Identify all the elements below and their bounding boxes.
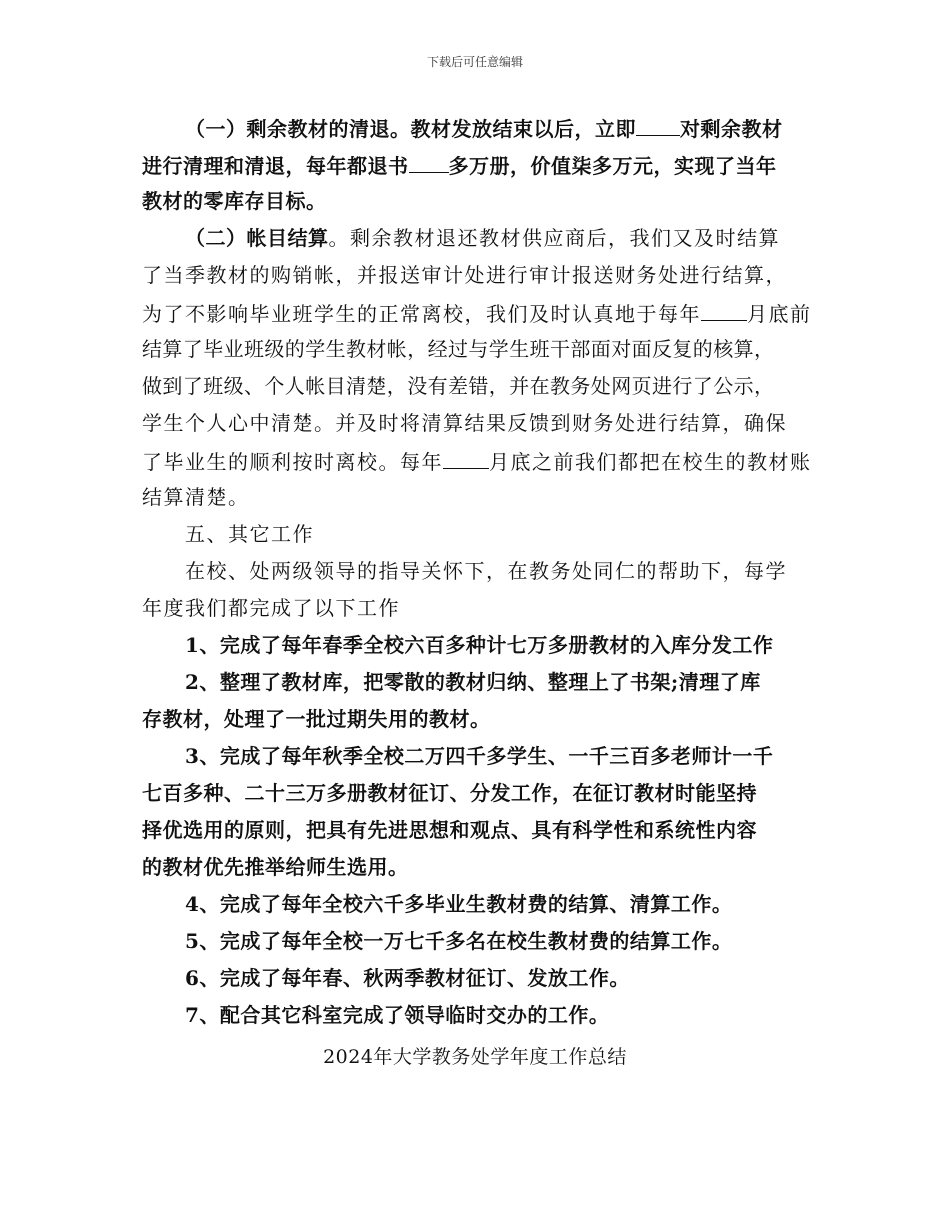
- list-item-4: 4、完成了每年全校六千多毕业生教材费的结算、清算工作。: [185, 892, 733, 916]
- para-1-line-3: 教材的零库存目标。: [142, 189, 327, 213]
- text: 多万册，价值柒多万元，实现了当年: [448, 154, 777, 178]
- blank-line: [409, 152, 449, 173]
- para-2-line-3: [142, 300, 812, 326]
- text: 了毕业生的顺利按时离校。每年: [142, 450, 443, 474]
- list-item-3-line-3: 择优选用的原则，把具有先进思想和观点、具有科学性和系统性内容: [142, 818, 757, 842]
- list-item-3-line-2: 七百多种、二十三万多册教材征订、分发工作，在征订教材时能坚持: [142, 781, 757, 805]
- list-item-6: 6、完成了每年春、秋两季教材征订、发放工作。: [185, 966, 630, 990]
- section-5-heading: 五、其它工作: [185, 522, 314, 546]
- page-header: 下载后可任意编辑: [426, 55, 523, 69]
- section-heading: （二）帐目结算: [185, 226, 329, 250]
- blank-line: [636, 115, 680, 136]
- list-item-7: 7、配合其它科室完成了领导临时交办的工作。: [185, 1003, 610, 1027]
- para-1-line-1: [185, 115, 783, 141]
- list-item-3-line-1: 3、完成了每年秋季全校二万四千多学生、一千三百多老师计一千: [185, 744, 774, 768]
- text: 。剩余教材退还教材供应商后，我们又及时结算: [328, 226, 780, 250]
- blank-line: [443, 448, 489, 469]
- list-item-2-line-2: 存教材，处理了一批过期失用的教材。: [142, 707, 491, 731]
- text: 为了不影响毕业班学生的正常离校，我们及时认真地于每年: [142, 302, 701, 326]
- text: 进行清理和清退，每年都退书: [142, 154, 409, 178]
- list-item-1: 1、完成了每年春季全校六百多种计七万多册教材的入库分发工作: [185, 633, 774, 657]
- para-2-line-8: 结算清楚。: [142, 485, 250, 509]
- text: 月底前: [747, 302, 812, 326]
- para-2-line-4: 结算了毕业班级的学生教材帐，经过与学生班干部面对面反复的核算，: [142, 337, 775, 361]
- section-5-intro-line-2: 年度我们都完成了以下工作: [142, 596, 400, 620]
- para-2-line-6: 学生个人心中清楚。并及时将清算结果反馈到财务处进行结算，确保: [142, 411, 787, 435]
- blank-line: [701, 300, 747, 321]
- list-item-5: 5、完成了每年全校一万七千多名在校生教材费的结算工作。: [185, 929, 733, 953]
- para-2-line-2: 了当季教材的购销帐，并报送审计处进行审计报送财务处进行结算，: [142, 263, 787, 287]
- section-5-intro-line-1: 在校、处两级领导的指导关怀下，在教务处同仁的帮助下，每学: [185, 559, 787, 583]
- para-2-line-7: [142, 448, 812, 474]
- para-2-line-5: 做到了班级、个人帐目清楚，没有差错，并在教务处网页进行了公示，: [142, 374, 775, 398]
- text: 月底之前我们都把在校生的教材账: [489, 450, 812, 474]
- list-item-2-line-1: 2、整理了教材库，把零散的教材归纳、整理上了书架;清理了库: [185, 670, 761, 694]
- text: （一）剩余教材的清退。教材发放结束以后，立即: [185, 117, 636, 141]
- para-1-line-2: [142, 152, 777, 178]
- para-2-line-1: [185, 226, 780, 250]
- text: 对剩余教材: [680, 117, 783, 141]
- document-title: 2024年大学教务处学年度工作总结: [323, 1046, 627, 1068]
- list-item-3-line-4: 的教材优先推举给师生选用。: [142, 855, 409, 879]
